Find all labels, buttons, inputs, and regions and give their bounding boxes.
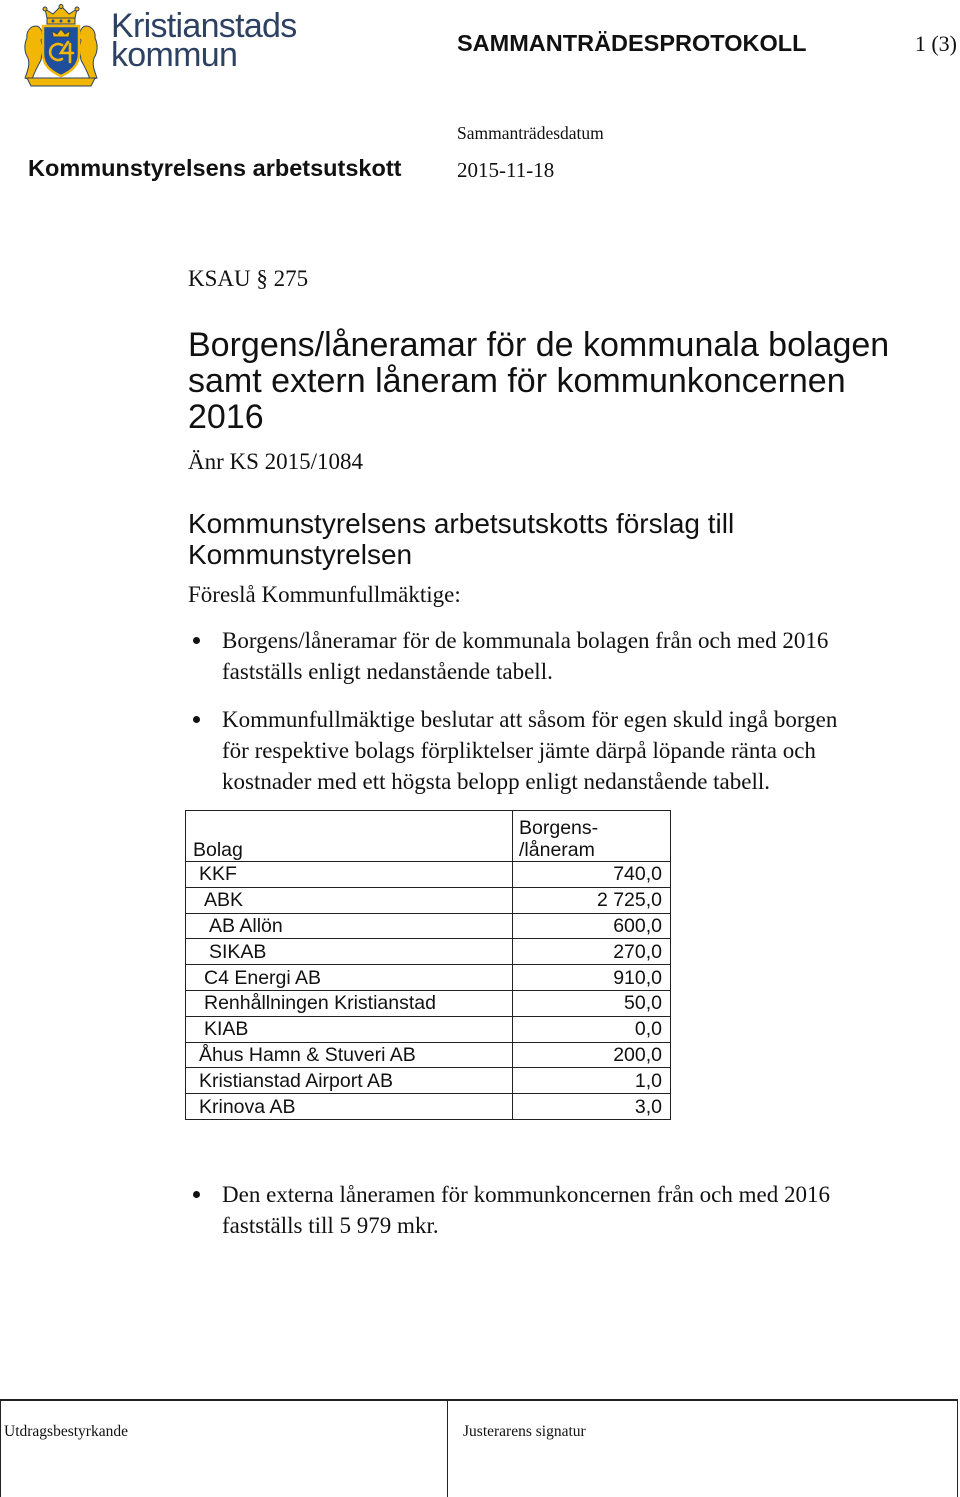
bullet-item xyxy=(222,1179,830,1241)
document-type: SAMMANTRÄDESPROTOKOLL xyxy=(457,30,807,56)
table-row xyxy=(186,1094,671,1120)
limit-cell: 270,0 xyxy=(513,939,671,965)
limit-cell: 740,0 xyxy=(513,862,671,888)
shield-icon xyxy=(43,26,79,76)
emblem-base xyxy=(27,78,95,86)
limit-cell: 200,0 xyxy=(513,1042,671,1068)
crown-icon xyxy=(43,5,79,25)
table-row xyxy=(186,913,671,939)
company-cell: Kristianstad Airport AB xyxy=(186,1068,513,1094)
title-line: Borgens/låneramar för de kommunala bolagen xyxy=(188,326,890,364)
bullet-icon xyxy=(193,716,200,723)
proposal-heading-line: Kommunstyrelsens arbetsutskotts förslag till xyxy=(188,508,735,539)
table-row xyxy=(186,1042,671,1068)
table-row xyxy=(186,887,671,913)
meeting-date-label: Sammanträdesdatum xyxy=(457,123,604,143)
bullet-item xyxy=(222,704,837,797)
company-cell: Åhus Hamn & Stuveri AB xyxy=(186,1042,513,1068)
company-cell: AB Allön xyxy=(186,913,513,939)
column-header-limit xyxy=(513,811,671,862)
company-cell: Krinova AB xyxy=(186,1094,513,1120)
loan-limits-table xyxy=(185,810,671,1120)
bullet-line: Borgens/låneramar för de kommunala bolagen från och med 2016 xyxy=(222,628,829,653)
signature-label: Justerarens signatur xyxy=(463,1423,586,1440)
bullet-item xyxy=(222,625,828,687)
column-header-company: Bolag xyxy=(186,811,513,862)
proposal-heading-line: Kommunstyrelsen xyxy=(188,539,413,570)
bullet-line: fastställs till 5 979 mkr. xyxy=(222,1213,439,1238)
limit-cell: 50,0 xyxy=(513,990,671,1016)
table-row xyxy=(186,862,671,888)
limit-cell: 2 725,0 xyxy=(513,887,671,913)
case-number: Änr KS 2015/1084 xyxy=(188,449,364,474)
company-cell: C4 Energi AB xyxy=(186,965,513,991)
bullet-icon xyxy=(193,637,200,644)
limit-cell: 0,0 xyxy=(513,1016,671,1042)
meeting-date: 2015-11-18 xyxy=(457,158,555,182)
bullet-line: fastställs enligt nedanstående tabell. xyxy=(222,659,553,684)
table-row xyxy=(186,990,671,1016)
logo-wordmark-line1: Kristianstads xyxy=(111,7,297,45)
company-cell: Renhållningen Kristianstad xyxy=(186,990,513,1016)
column-header-limit-line: Borgens- xyxy=(519,817,599,839)
lion-right-icon xyxy=(79,26,97,80)
footer-divider xyxy=(447,1399,448,1497)
page-number: 1 (3) xyxy=(914,31,957,56)
limit-cell: 1,0 xyxy=(513,1068,671,1094)
table-row xyxy=(186,1068,671,1094)
logo-wordmark-line2: kommun xyxy=(111,36,238,74)
company-cell: KIAB xyxy=(186,1016,513,1042)
title-line: samt extern låneram för kommunkoncernen xyxy=(188,362,846,400)
paragraph-reference: KSAU § 275 xyxy=(188,266,309,291)
limit-cell: 600,0 xyxy=(513,913,671,939)
proposal-intro: Föreslå Kommunfullmäktige: xyxy=(188,582,461,607)
table-row xyxy=(186,965,671,991)
bullet-line: Den externa låneramen för kommunkoncernen från och med 2016 xyxy=(222,1182,830,1207)
table-row xyxy=(186,1016,671,1042)
bullet-icon xyxy=(193,1191,200,1198)
proposal-heading xyxy=(188,508,734,570)
footer-signature-box xyxy=(0,1399,958,1497)
title-line: 2016 xyxy=(188,398,264,436)
table-row xyxy=(186,939,671,965)
limit-cell: 3,0 xyxy=(513,1094,671,1120)
committee-name: Kommunstyrelsens arbetsutskott xyxy=(28,155,402,181)
lion-left-icon xyxy=(25,26,43,80)
company-cell: KKF xyxy=(186,862,513,888)
coat-of-arms-icon xyxy=(22,4,100,88)
table-header-row xyxy=(186,811,671,862)
bullet-line: kostnader med ett högsta belopp enligt nedanstående tabell. xyxy=(222,769,771,794)
page-title xyxy=(188,327,889,435)
column-header-limit-line: /låneram xyxy=(519,839,595,861)
bullet-line: för respektive bolags förpliktelser jämte därpå löpande ränta och xyxy=(222,738,816,763)
certification-label: Utdragsbestyrkande xyxy=(4,1423,128,1440)
company-cell: SIKAB xyxy=(186,939,513,965)
company-cell: ABK xyxy=(186,887,513,913)
bullet-line: Kommunfullmäktige beslutar att såsom för egen skuld ingå borgen xyxy=(222,707,838,732)
limit-cell: 910,0 xyxy=(513,965,671,991)
